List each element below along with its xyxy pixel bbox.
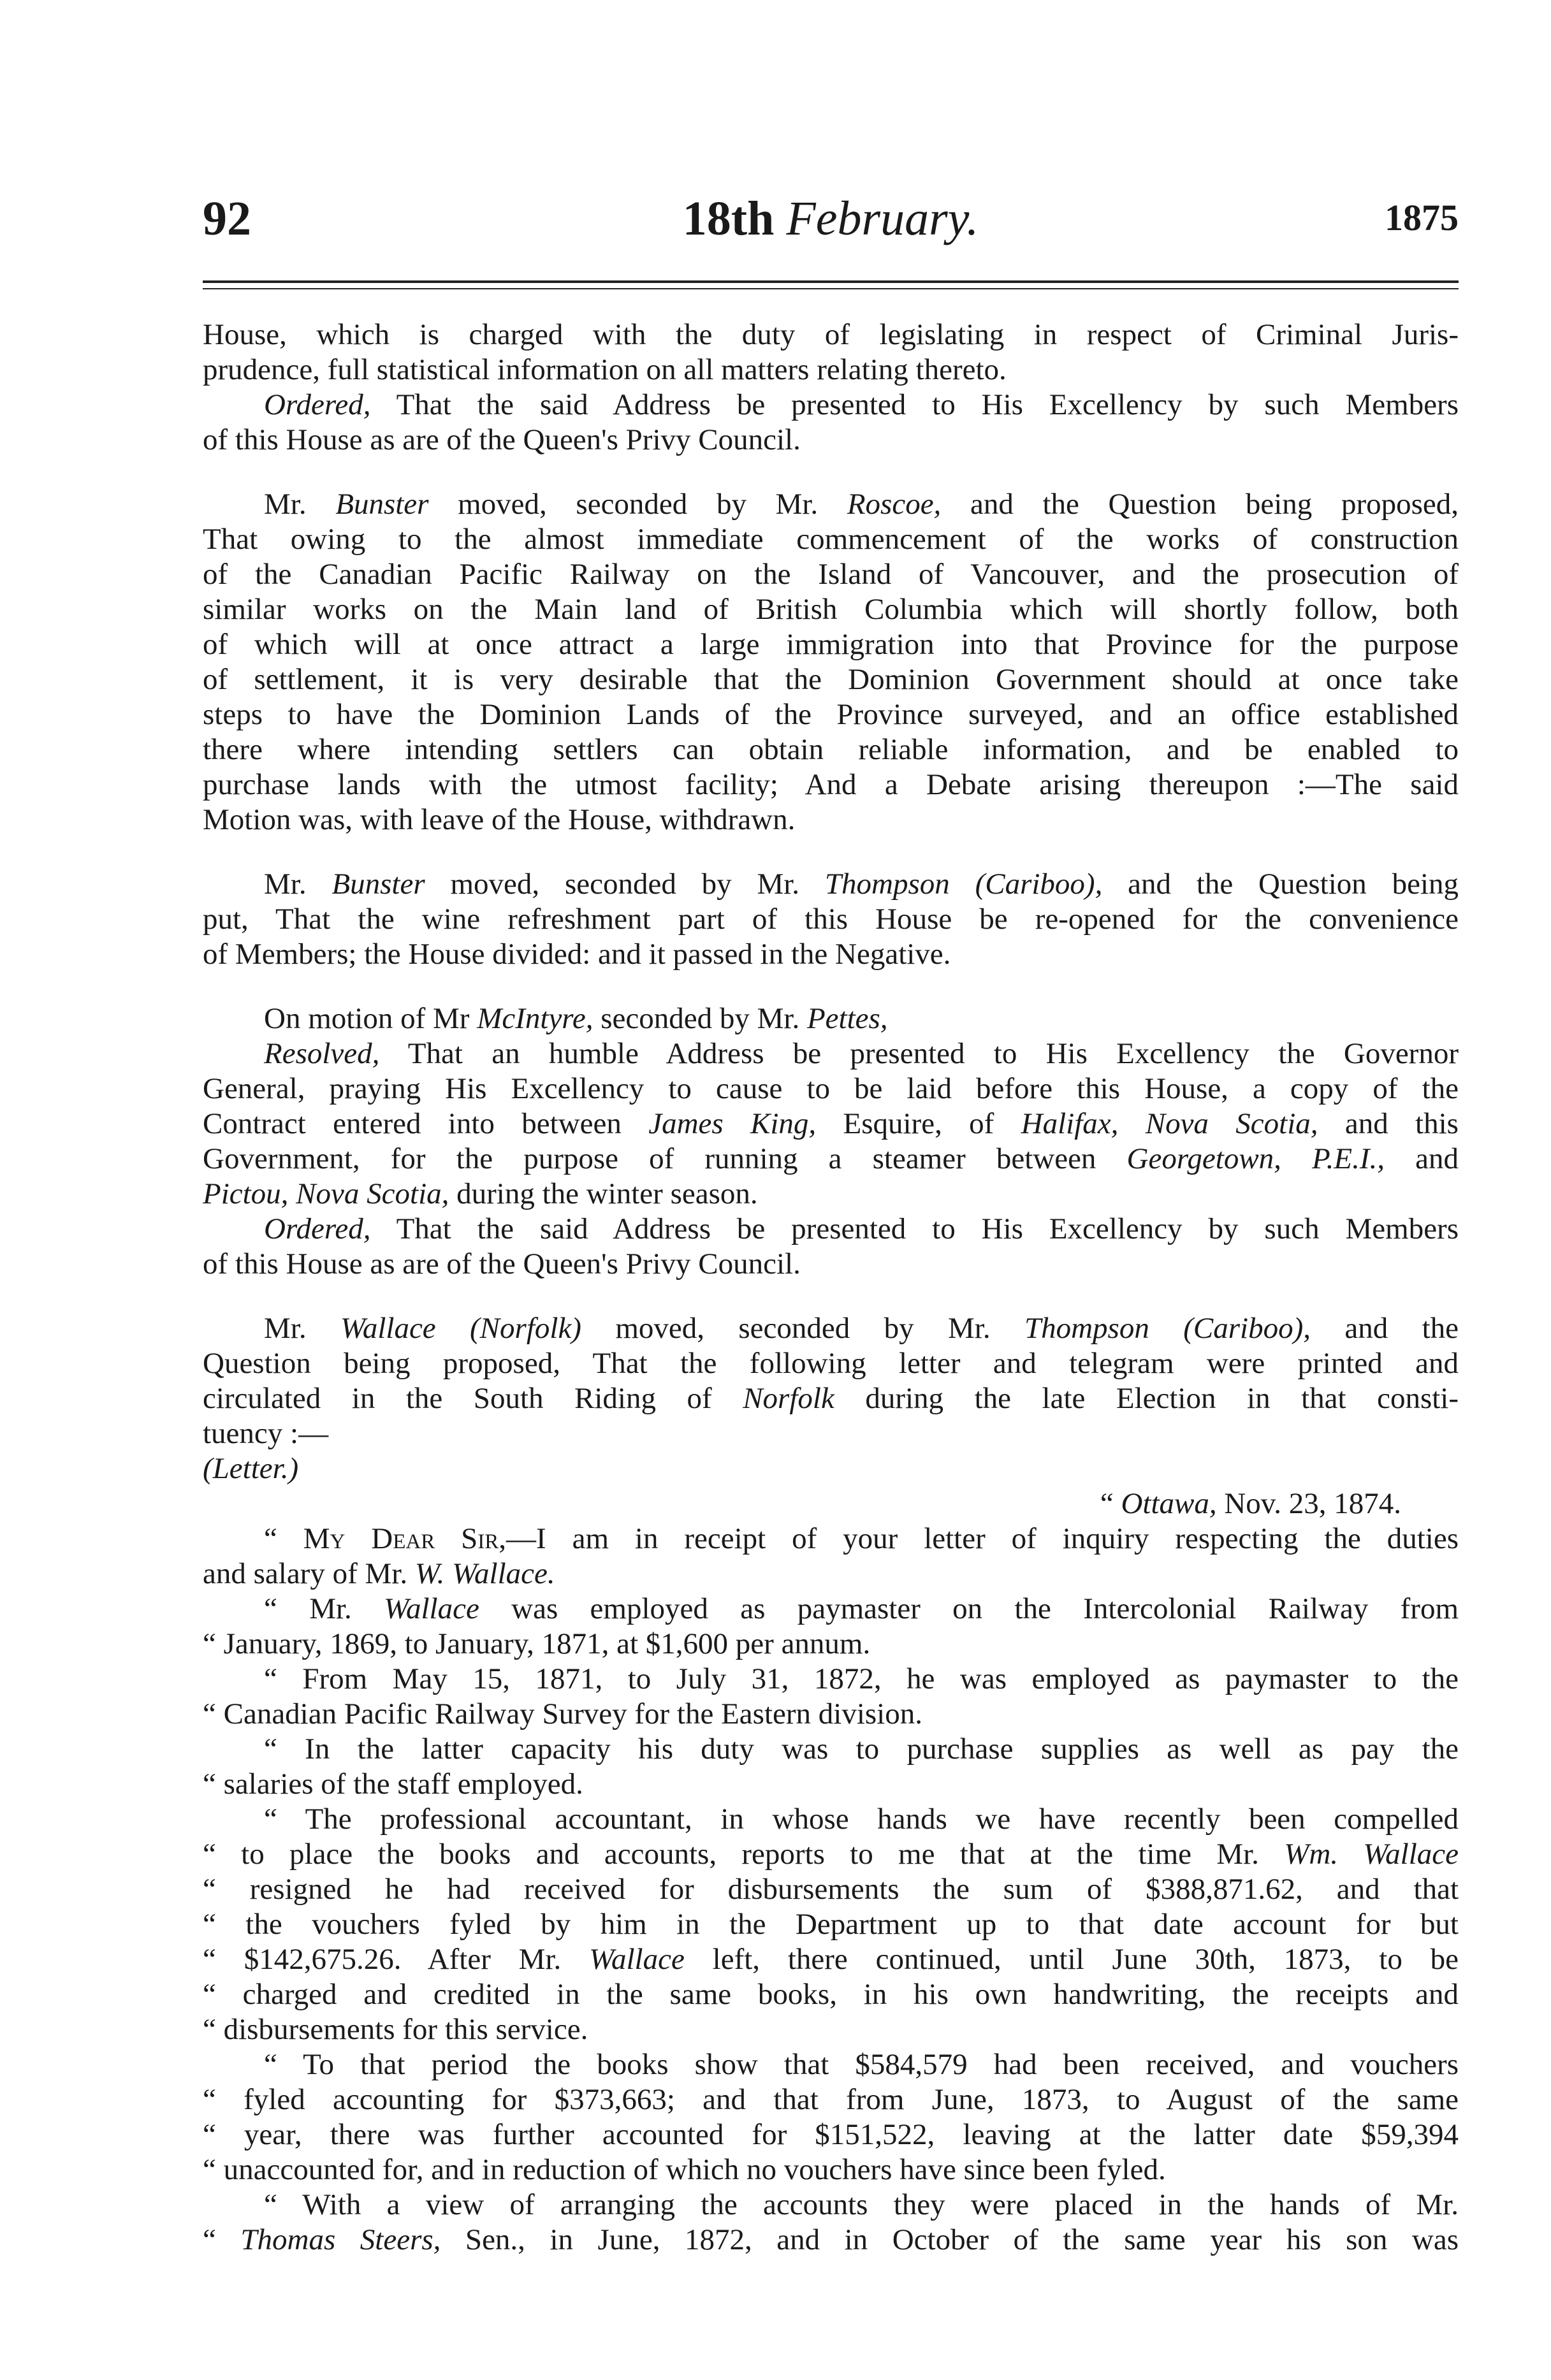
member-name: McIntyre,: [477, 1002, 593, 1035]
letter-line: “ disbursements for this service.: [203, 2013, 588, 2046]
place-name: Ottawa,: [1121, 1487, 1217, 1520]
place-name: Pictou, Nova Scotia,: [203, 1177, 449, 1210]
text-run: That the said Address be presented to His Excellency by such Members: [370, 388, 1459, 421]
text-run: On motion of Mr: [264, 1002, 477, 1035]
member-name: Thompson (Cariboo),: [1024, 1312, 1311, 1345]
text-run: “ Mr.: [264, 1592, 384, 1625]
ordered-label: Ordered,: [264, 388, 371, 421]
page-year: 1875: [1385, 197, 1459, 238]
person-name: W. Wallace.: [414, 1557, 555, 1590]
letter-heading: (Letter.): [203, 1452, 299, 1485]
person-name: Wm. Wallace: [1284, 1838, 1459, 1871]
motion-line: [203, 1001, 1459, 1036]
letter-line: “ With a view of arranging the accounts they were placed in the hands of Mr.: [264, 2188, 1459, 2221]
letter-line: “ Canadian Pacific Railway Survey for the Eastern division.: [203, 1697, 922, 1731]
letter-line: [203, 1556, 1459, 1592]
text-run: “: [1100, 1487, 1121, 1520]
text-run: during the winter season.: [449, 1177, 758, 1210]
page-number: 92: [203, 192, 251, 245]
letter-line: [203, 2223, 1459, 2258]
letter-line: “ salaries of the staff employed.: [203, 1767, 583, 1801]
header-rule-thin: [203, 288, 1459, 289]
text-line: prudence, full statistical information on all matters relating thereto.: [203, 353, 1007, 386]
person-name: Wallace: [589, 1943, 685, 1976]
page-header: [203, 191, 1459, 268]
member-name: Bunster: [331, 867, 425, 901]
text-run: ,—I am in receipt of your letter of inquiry respecting the duties: [499, 1522, 1459, 1555]
text-line: there where intending settlers can obtain reliable information, and be enabled to: [203, 733, 1459, 766]
letter-label: [203, 1451, 1459, 1486]
text-run: moved, seconded by Mr.: [425, 867, 825, 901]
text-run: and the Question being: [1102, 867, 1459, 901]
text-run: and this: [1318, 1107, 1459, 1140]
text-line: of settlement, it is very desirable that the Dominion Government should at once take: [203, 663, 1459, 696]
text-run: Nov. 23, 1874.: [1216, 1487, 1401, 1520]
member-name: Bunster: [335, 488, 429, 521]
text-line: [203, 1177, 1459, 1212]
member-name: Thompson (Cariboo),: [824, 867, 1103, 901]
resolved-line: [203, 1036, 1459, 1071]
place-name: Halifax, Nova Scotia,: [1021, 1107, 1318, 1140]
letter-line: [203, 1837, 1459, 1872]
text-run: Mr.: [264, 488, 336, 521]
text-run: That an humble Address be presented to His Excellency the Governor: [379, 1037, 1459, 1070]
text-run: and the Question being proposed,: [941, 488, 1459, 521]
letter-dateline: [203, 1486, 1459, 1521]
text-line: of this House as are of the Queen's Privy Council.: [203, 1247, 801, 1281]
text-line: put, That the wine refreshment part of this House be re-opened for the convenience: [203, 903, 1459, 936]
text-run: moved, seconded by Mr.: [581, 1312, 1024, 1345]
text-run: and the: [1310, 1312, 1459, 1345]
letter-line: “ resigned he had received for disbursements the sum of $388,871.62, and that: [203, 1873, 1459, 1906]
header-rule-thick: [203, 280, 1459, 283]
text-line: purchase lands with the utmost facility; And a Debate arising thereupon :—The said: [203, 768, 1459, 801]
text-run: Contract entered into between: [203, 1107, 649, 1140]
person-name: Wallace: [384, 1592, 479, 1625]
letter-line: “ From May 15, 1871, to July 31, 1872, he was employed as paymaster to the: [264, 1662, 1459, 1695]
place-name: Norfolk: [743, 1382, 834, 1415]
text-run: moved, seconded by Mr.: [428, 488, 847, 521]
motion-line: [203, 1311, 1459, 1346]
running-title-date: [203, 191, 1459, 247]
motion-line: [203, 867, 1459, 902]
letter-line: “ the vouchers fyled by him in the Department up to that date account for but: [203, 1908, 1459, 1941]
text-run: “: [264, 1522, 303, 1555]
text-line: of which will at once attract a large immigration into that Province for the purpose: [203, 628, 1459, 661]
member-name: Pettes,: [806, 1002, 888, 1035]
letter-line: “ charged and credited in the same books, in his own handwriting, the receipts and: [203, 1978, 1459, 2011]
text-line: of the Canadian Pacific Railway on the Island of Vancouver, and the prosecution of: [203, 558, 1459, 591]
text-line: tuency :—: [203, 1417, 329, 1450]
text-run: and: [1385, 1142, 1459, 1175]
text-run: during the late Election in that consti-: [834, 1382, 1459, 1415]
text-line: [203, 1381, 1459, 1416]
text-run: That the said Address be presented to His Excellency by such Members: [370, 1212, 1459, 1245]
letter-salutation: [203, 1521, 1459, 1556]
person-name: Thomas Steers,: [240, 2223, 441, 2256]
text-line: of this House as are of the Queen's Privy Council.: [203, 423, 801, 456]
text-run: Government, for the purpose of running a steamer between: [203, 1142, 1127, 1175]
letter-line: “ fyled accounting for $373,663; and that from June, 1873, to August of the same: [203, 2083, 1459, 2116]
text-line: steps to have the Dominion Lands of the Province surveyed, and an office established: [203, 698, 1459, 731]
text-run: Esquire, of: [816, 1107, 1021, 1140]
document-body: [203, 317, 1459, 2258]
member-name: Roscoe,: [847, 488, 942, 521]
text-line: similar works on the Main land of British Columbia which will shortly follow, both: [203, 593, 1459, 626]
text-line: Motion was, with leave of the House, withdrawn.: [203, 803, 796, 836]
text-run: left, there continued, until June 30th, 1873, to be: [684, 1943, 1459, 1976]
text-line: of Members; the House divided: and it passed in the Negative.: [203, 938, 951, 971]
letter-line: [203, 1942, 1459, 1977]
ordered-line: [203, 388, 1459, 423]
text-run: Mr.: [264, 867, 332, 901]
letter-line: “ year, there was further accounted for $151,522, leaving at the latter date $59,394: [203, 2118, 1459, 2151]
ordered-line: [203, 1212, 1459, 1247]
text-line: General, praying His Excellency to cause to be laid before this House, a copy of the: [203, 1072, 1459, 1105]
person-name: James King,: [648, 1107, 817, 1140]
text-run: Sen., in June, 1872, and in October of the same year his son was: [441, 2223, 1459, 2256]
text-run: seconded by Mr.: [593, 1002, 807, 1035]
motion-line: [203, 487, 1459, 522]
member-name: Wallace (Norfolk): [340, 1312, 581, 1345]
text-run: “ to place the books and accounts, reports to me that at the time Mr.: [203, 1838, 1285, 1871]
letter-line: “ unaccounted for, and in reduction of which no vouchers have since been fyled.: [203, 2153, 1166, 2186]
letter-line: “ To that period the books show that $584,579 had been received, and vouchers: [264, 2048, 1459, 2081]
letter-line: [203, 1592, 1459, 1627]
text-line: House, which is charged with the duty of legislating in respect of Criminal Juris-: [203, 318, 1459, 351]
date-day: 18th: [682, 192, 775, 245]
text-run: circulated in the South Riding of: [203, 1382, 743, 1415]
text-run: was employed as paymaster on the Intercolonial Railway from: [479, 1592, 1459, 1625]
text-line: [203, 1107, 1459, 1142]
ordered-label: Ordered,: [264, 1212, 371, 1245]
text-run: and salary of Mr.: [203, 1557, 415, 1590]
letter-line: “ The professional accountant, in whose hands we have recently been compelled: [264, 1803, 1459, 1836]
place-name: Georgetown, P.E.I.,: [1126, 1142, 1385, 1175]
text-line: That owing to the almost immediate commencement of the works of construction: [203, 523, 1459, 556]
date-month: February.: [786, 192, 979, 245]
text-run: “ $142,675.26. After Mr.: [203, 1943, 590, 1976]
letter-line: “ January, 1869, to January, 1871, at $1,600 per annum.: [203, 1627, 871, 1660]
text-line: [203, 1142, 1459, 1177]
text-run: Mr.: [264, 1312, 340, 1345]
resolved-label: Resolved,: [264, 1037, 380, 1070]
text-line: Question being proposed, That the following letter and telegram were printed and: [203, 1347, 1459, 1380]
text-run: “: [203, 2223, 241, 2256]
salutation-words: My Dear Sir: [303, 1522, 499, 1555]
letter-line: “ In the latter capacity his duty was to purchase supplies as well as pay the: [264, 1732, 1459, 1766]
